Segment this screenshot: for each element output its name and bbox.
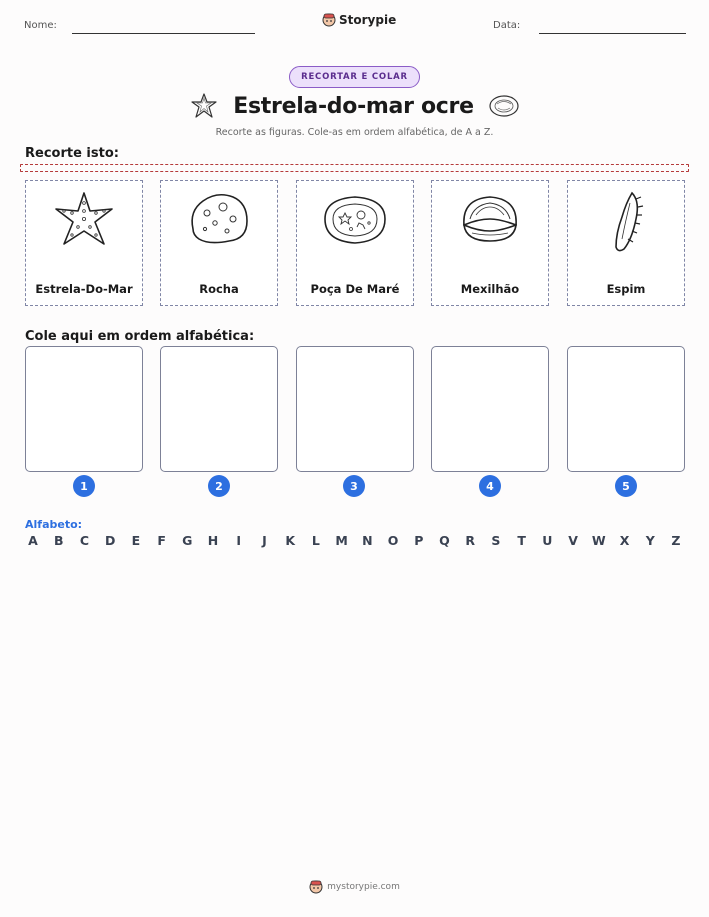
- name-line[interactable]: [72, 33, 255, 34]
- starfish-outline-icon: [189, 92, 219, 120]
- alphabet-letter: N: [362, 533, 373, 548]
- paste-section-label: Cole aqui em ordem alfabética:: [25, 329, 255, 344]
- footer: [0, 880, 709, 894]
- cut-card-tide-pool[interactable]: [296, 180, 414, 306]
- instructions: Recorte as figuras. Cole-as em ordem alfabética, de A a Z.: [215, 127, 494, 138]
- paste-box-5[interactable]: [567, 346, 685, 472]
- alphabet-letter: B: [53, 533, 64, 548]
- card-label: Mexilhão: [460, 282, 520, 296]
- alphabet-letter: F: [157, 533, 166, 548]
- starfish-icon: [50, 189, 118, 249]
- number-badge-1: 1: [73, 475, 95, 497]
- number-badge-4: 4: [479, 475, 501, 497]
- alphabet-letter: A: [28, 533, 38, 548]
- alphabet-letter: C: [79, 533, 90, 548]
- alphabet-letter: L: [311, 533, 320, 548]
- storypie-mascot-icon: [322, 13, 336, 27]
- alphabet-letter: Q: [439, 533, 450, 548]
- alphabet-letter: G: [182, 533, 193, 548]
- alphabet-letter: S: [491, 533, 501, 548]
- card-label: Poça De Maré: [310, 282, 400, 296]
- number-badge-3: 3: [343, 475, 365, 497]
- card-label: Espim: [606, 282, 646, 296]
- alphabet-letter: E: [131, 533, 141, 548]
- date-line[interactable]: [539, 33, 686, 34]
- alphabet-letter: H: [207, 533, 219, 548]
- cut-card-sea-cucumber[interactable]: [567, 180, 685, 306]
- card-label: Estrela-Do-Mar: [35, 282, 133, 296]
- alphabet-letter: I: [236, 533, 242, 548]
- alphabet-row: [25, 533, 684, 548]
- alphabet-letter: K: [285, 533, 296, 548]
- alphabet-letter: O: [387, 533, 399, 548]
- date-label: Data:: [493, 20, 521, 31]
- number-badge-5: 5: [615, 475, 637, 497]
- title-row: [0, 92, 709, 120]
- alphabet-letter: P: [414, 533, 424, 548]
- alphabet-letter: V: [568, 533, 578, 548]
- shell-outline-icon: [488, 93, 520, 119]
- alphabet-letter: T: [517, 533, 526, 548]
- mussel-icon: [456, 189, 524, 249]
- cut-card-starfish[interactable]: [25, 180, 143, 306]
- alphabet-letter: Y: [645, 533, 655, 548]
- paste-box-4[interactable]: [431, 346, 549, 472]
- footer-url[interactable]: mystorypie.com: [327, 882, 400, 892]
- rock-icon: [185, 189, 253, 249]
- alphabet-letter: D: [104, 533, 116, 548]
- storypie-mascot-icon: [309, 880, 323, 894]
- alphabet-letter: M: [335, 533, 348, 548]
- paste-box-3[interactable]: [296, 346, 414, 472]
- activity-badge: RECORTAR E COLAR: [289, 66, 420, 88]
- alphabet-letter: R: [465, 533, 476, 548]
- paste-box-1[interactable]: [25, 346, 143, 472]
- number-badge-2: 2: [208, 475, 230, 497]
- brand-logo: [322, 13, 396, 27]
- cut-section-label: Recorte isto:: [25, 146, 119, 161]
- sea-cucumber-icon: [592, 189, 660, 257]
- card-label: Rocha: [199, 282, 239, 296]
- page-title: Estrela-do-mar ocre: [233, 93, 474, 119]
- name-label: Nome:: [24, 20, 57, 31]
- tide-pool-icon: [321, 189, 389, 249]
- cut-card-mussel[interactable]: [431, 180, 549, 306]
- cut-line: [20, 164, 689, 172]
- alphabet-letter: Z: [671, 533, 681, 548]
- paste-box-2[interactable]: [160, 346, 278, 472]
- alphabet-letter: X: [619, 533, 630, 548]
- alphabet-label: Alfabeto:: [25, 518, 83, 531]
- cut-card-rock[interactable]: [160, 180, 278, 306]
- alphabet-letter: U: [542, 533, 553, 548]
- alphabet-letter: J: [262, 533, 267, 548]
- alphabet-letter: W: [591, 533, 606, 548]
- brand-name: Storypie: [339, 13, 397, 27]
